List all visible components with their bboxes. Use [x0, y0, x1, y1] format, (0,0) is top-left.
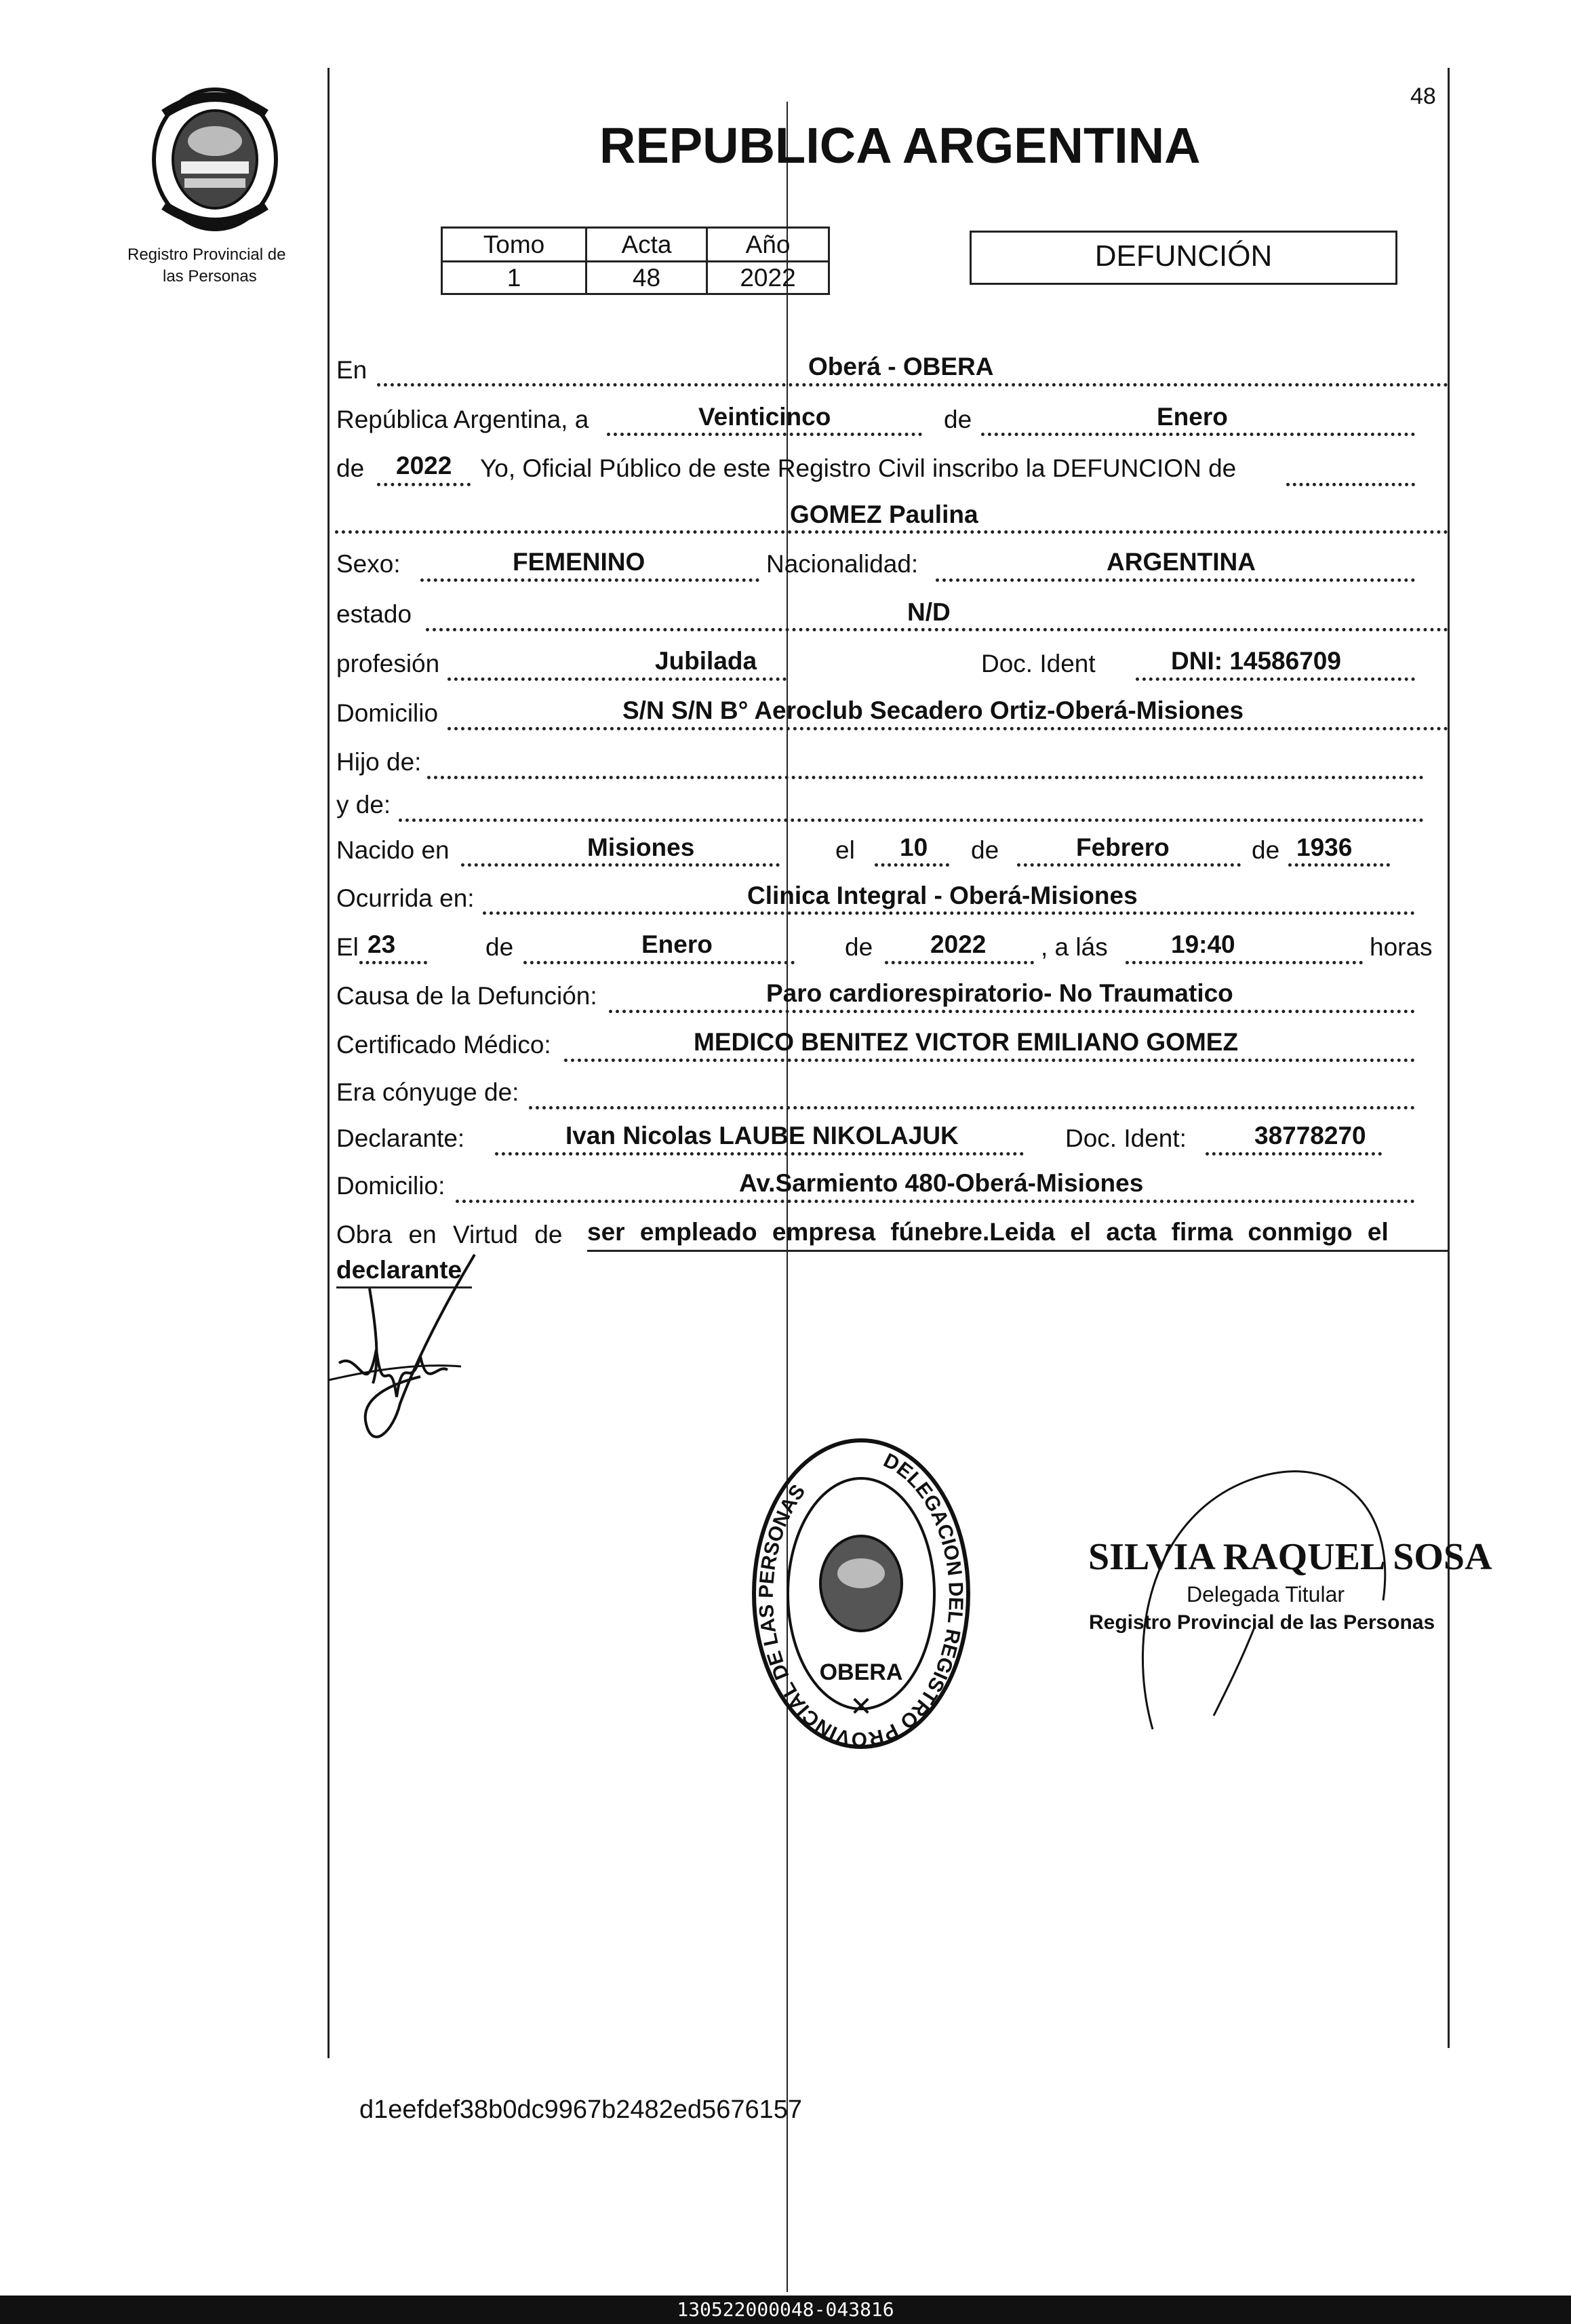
domicilio-dotted-line: [448, 727, 1448, 730]
statement-dotted-line: [1286, 483, 1415, 486]
horas-label: horas: [1370, 933, 1433, 961]
year-value: 2022: [396, 452, 452, 479]
estado-label: estado: [336, 600, 412, 628]
y-de-dotted-line: [399, 819, 1424, 822]
doc-ident-label: Doc. Ident: [981, 650, 1096, 677]
name-dotted-line: [335, 530, 1448, 534]
death-time: 19:40: [1171, 930, 1235, 958]
hijo-label: Hijo de:: [336, 748, 422, 776]
footer-code: 130522000048-043816: [0, 2296, 1571, 2324]
page-number: 48: [1410, 83, 1436, 109]
declarante-doc-value: 38778270: [1254, 1122, 1366, 1149]
conyuge-label: Era cónyuge de:: [336, 1078, 519, 1106]
obra-value-line2: declarante: [336, 1256, 462, 1284]
causa-dotted-line: [609, 1010, 1415, 1013]
certificado-value: MEDICO BENITEZ VICTOR EMILIANO GOMEZ: [694, 1028, 1239, 1056]
official-name: SILVIA RAQUEL SOSA: [1088, 1536, 1492, 1578]
estado-value: N/D: [907, 598, 951, 626]
birth-day: 10: [900, 833, 928, 861]
declarante-doc-label: Doc. Ident:: [1065, 1124, 1187, 1152]
table-header-ano: Año: [707, 228, 829, 262]
certificado-dotted-line: [564, 1059, 1415, 1062]
table-value-ano: 2022: [707, 262, 829, 294]
death-de-label-1: de: [485, 933, 514, 961]
nacionalidad-dotted-line: [936, 578, 1415, 582]
right-margin-line: [1448, 68, 1450, 2048]
day-in-words: Veinticinco: [698, 403, 831, 431]
conyuge-dotted-line: [529, 1106, 1415, 1109]
y-de-label: y de:: [336, 791, 391, 819]
nacido-label: Nacido en: [336, 836, 450, 864]
nacido-value: Misiones: [587, 833, 695, 861]
declarante-domicilio-value: Av.Sarmiento 480-Oberá-Misiones: [739, 1169, 1144, 1197]
province-seal: [151, 87, 279, 233]
certificado-label: Certificado Médico:: [336, 1031, 551, 1059]
doc-ident-dotted-line: [1136, 677, 1415, 681]
death-year: 2022: [930, 930, 987, 958]
el-date-label: El: [336, 933, 359, 961]
statement-text: Yo, Oficial Público de este Registro Civil inscribo la DEFUNCION de: [480, 454, 1237, 482]
obra-label: Obra en Virtud de: [336, 1221, 563, 1248]
profesion-value: Jubilada: [655, 647, 757, 675]
republica-label: República Argentina, a: [336, 406, 589, 433]
stamp-city: OBERA: [819, 1659, 903, 1685]
causa-label: Causa de la Defunción:: [336, 982, 597, 1010]
obra-value: ser empleado empresa fúnebre.Leida el acta firma conmigo el: [587, 1218, 1389, 1246]
month-dotted-line: [981, 433, 1415, 436]
registry-name-line2: las Personas: [163, 267, 257, 285]
table-header-acta: Acta: [586, 228, 707, 262]
birth-month: Febrero: [1076, 833, 1170, 861]
declarante-label: Declarante:: [336, 1124, 465, 1152]
birth-de-label-2: de: [1252, 836, 1280, 864]
official-office: Registro Provincial de las Personas: [1089, 1611, 1435, 1634]
estado-dotted-line: [426, 628, 1448, 631]
a-las-label: , a lás: [1041, 933, 1108, 961]
year-dotted-line: [377, 483, 471, 486]
en-value: Oberá - OBERA: [808, 353, 994, 380]
month-value: Enero: [1157, 403, 1228, 431]
obra-underline: [587, 1250, 1448, 1252]
table-header-tomo: Tomo: [442, 228, 586, 262]
document-type-box: DEFUNCIÓN: [970, 231, 1397, 285]
death-month: Enero: [641, 930, 713, 958]
left-margin-line: [327, 68, 330, 2058]
svg-text:✕: ✕: [850, 1692, 873, 1722]
day-dotted-line: [607, 433, 922, 436]
ocurrida-dotted-line: [483, 911, 1415, 915]
birth-year-dotted-line: [1288, 863, 1390, 867]
declarante-value: Ivan Nicolas LAUBE NIKOLAJUK: [565, 1122, 959, 1149]
profesion-label: profesión: [336, 650, 440, 677]
birth-de-label-1: de: [971, 836, 999, 864]
nacionalidad-label: Nacionalidad:: [766, 550, 919, 578]
delegation-stamp: [749, 1434, 973, 1753]
declarant-signature: [319, 1248, 495, 1451]
ocurrida-label: Ocurrida en:: [336, 884, 475, 912]
declarante-domicilio-label: Domicilio:: [336, 1172, 445, 1200]
ocurrida-value: Clinica Integral - Oberá-Misiones: [747, 882, 1138, 909]
official-title: Delegada Titular: [1187, 1582, 1345, 1607]
causa-value: Paro cardiorespiratorio- No Traumatico: [766, 979, 1233, 1007]
table-value-acta: 48: [586, 262, 707, 294]
en-dotted-line: [377, 383, 1448, 387]
registry-name-line1: Registro Provincial de: [127, 245, 286, 264]
de-year-label: de: [336, 454, 365, 482]
death-day: 23: [367, 930, 396, 958]
profesion-dotted-line: [448, 677, 787, 681]
record-table: [441, 227, 830, 295]
hijo-dotted-line: [427, 776, 1424, 779]
birth-year: 1936: [1296, 833, 1353, 861]
death-time-dotted-line: [1126, 961, 1363, 964]
stamp-ring-text: DELEGACION DEL REGISTRO PROVINCIAL DE LAS PERSONAS: [755, 1449, 968, 1751]
death-year-dotted-line: [885, 961, 1034, 964]
domicilio-value: S/N S/N B° Aeroclub Secadero Ortiz-Oberá-Misiones: [622, 696, 1244, 724]
death-de-label-2: de: [845, 933, 873, 961]
declarante-doc-dotted-line: [1206, 1152, 1382, 1156]
sexo-value: FEMENINO: [513, 548, 645, 576]
death-month-dotted-line: [523, 961, 795, 964]
declarante-domicilio-dotted-line: [456, 1200, 1415, 1203]
nacionalidad-value: ARGENTINA: [1107, 548, 1256, 576]
sexo-dotted-line: [420, 578, 759, 582]
deceased-name: GOMEZ Paulina: [790, 500, 978, 528]
death-day-dotted-line: [359, 961, 427, 964]
en-label: En: [336, 356, 367, 384]
table-value-tomo: 1: [442, 262, 586, 294]
document-title: REPUBLICA ARGENTINA: [599, 117, 1201, 174]
sexo-label: Sexo:: [336, 550, 401, 578]
declarante-dotted-line: [495, 1152, 1024, 1156]
birth-day-dotted-line: [875, 863, 949, 867]
doc-ident-value: DNI: 14586709: [1171, 647, 1341, 675]
document-hash: d1eefdef38b0dc9967b2482ed5676157: [359, 2095, 802, 2124]
de-label: de: [944, 406, 972, 433]
birth-month-dotted-line: [1017, 863, 1241, 867]
el-label: el: [835, 836, 855, 864]
domicilio-label: Domicilio: [336, 699, 439, 727]
nacido-dotted-line: [461, 863, 780, 867]
